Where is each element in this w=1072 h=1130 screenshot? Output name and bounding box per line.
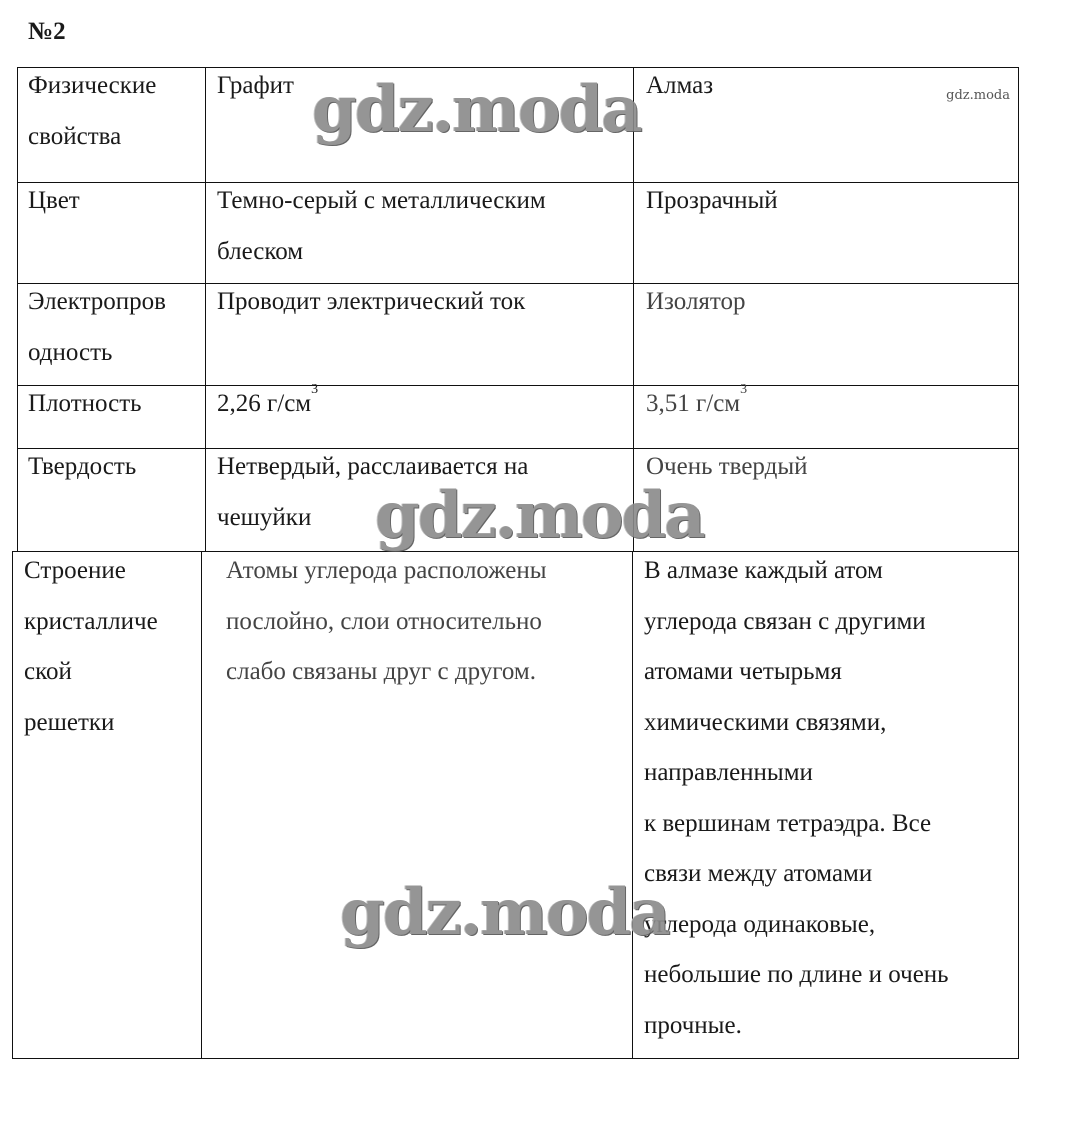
- cell-text: Очень твердый: [646, 453, 808, 480]
- table-border: [1018, 67, 1019, 1058]
- table-cell-graphite: [217, 176, 546, 277]
- table-border: [17, 67, 1019, 68]
- table-cell-prop: [28, 277, 166, 378]
- table-cell-graphite: [217, 277, 525, 328]
- cell-text: ской: [24, 658, 72, 685]
- cell-text: кристалличе: [24, 607, 158, 635]
- table-cell-prop: [28, 379, 142, 430]
- table-cell-prop: [28, 442, 136, 493]
- column-divider: [201, 551, 202, 1058]
- table-border: [12, 1058, 1019, 1059]
- cell-text: связи между атомами: [644, 860, 873, 887]
- table-cell-prop: [28, 176, 80, 227]
- cell-text: решетки: [24, 708, 115, 736]
- cell-text: прочные.: [644, 1011, 742, 1039]
- cell-text: Изолятор: [646, 288, 746, 315]
- cell-text: послойно, слои относительно: [226, 607, 542, 635]
- table-border: [17, 67, 18, 551]
- cell-text: одность: [28, 338, 113, 366]
- row-divider: [17, 385, 1019, 386]
- header-cell-properties: [28, 61, 156, 162]
- task-number: №2: [28, 18, 66, 45]
- watermark: gdz.moda: [375, 478, 704, 553]
- cell-text: направленными: [644, 759, 813, 786]
- column-divider: [205, 67, 206, 551]
- cell-text: Темно-серый с металлическим: [217, 187, 546, 214]
- cell-text: Атомы углерода расположены: [226, 557, 547, 584]
- cell-text: атомами четырьмя: [644, 658, 842, 685]
- table-cell-diamond: [646, 379, 747, 430]
- header-text: свойства: [28, 122, 122, 150]
- density-value: 2,26 г/см: [217, 390, 312, 417]
- cell-text: химическими связями,: [644, 708, 887, 736]
- header-cell-graphite: Графит: [217, 72, 294, 99]
- table-cell-diamond: [646, 176, 778, 227]
- cell-text: небольшие по длине и очень: [644, 961, 949, 988]
- column-divider: [632, 551, 633, 1058]
- watermark: gdz.moda: [312, 72, 641, 147]
- cell-text: Твердость: [28, 453, 137, 480]
- cell-text: Цвет: [28, 187, 80, 214]
- table-cell-graphite: [226, 546, 547, 698]
- cell-text: слабо связаны друг с другом.: [226, 658, 536, 685]
- table-cell-diamond: [644, 546, 949, 1051]
- watermark-small: gdz.moda: [946, 88, 1010, 103]
- cell-text: Нетвердый, расслаивается на: [217, 453, 529, 480]
- table-cell-graphite: [217, 379, 318, 430]
- density-value: 3,51 г/см: [646, 390, 741, 417]
- cell-text: углерода связан с другими: [644, 607, 926, 635]
- cell-text: Проводит электрический ток: [217, 288, 526, 315]
- cell-text: В алмазе каждый атом: [644, 557, 883, 584]
- watermark: gdz.moda: [340, 875, 669, 950]
- cell-text: чешуйки: [217, 503, 312, 531]
- table-cell-prop: [24, 546, 158, 748]
- cell-text: Электропров: [28, 288, 166, 315]
- table-cell-diamond: [646, 277, 746, 328]
- superscript: 3: [740, 382, 748, 397]
- header-text: Физические: [28, 72, 157, 99]
- cell-text: Строение: [24, 557, 126, 584]
- cell-text: Прозрачный: [646, 187, 778, 214]
- cell-text: блеском: [217, 237, 304, 265]
- cell-text: к вершинам тетраэдра. Все: [644, 809, 932, 837]
- superscript: 3: [311, 382, 319, 397]
- table-border: [12, 551, 13, 1058]
- header-cell-diamond: Алмаз: [646, 72, 714, 99]
- cell-text: углерода одинаковые,: [644, 910, 876, 938]
- cell-text: Плотность: [28, 390, 142, 417]
